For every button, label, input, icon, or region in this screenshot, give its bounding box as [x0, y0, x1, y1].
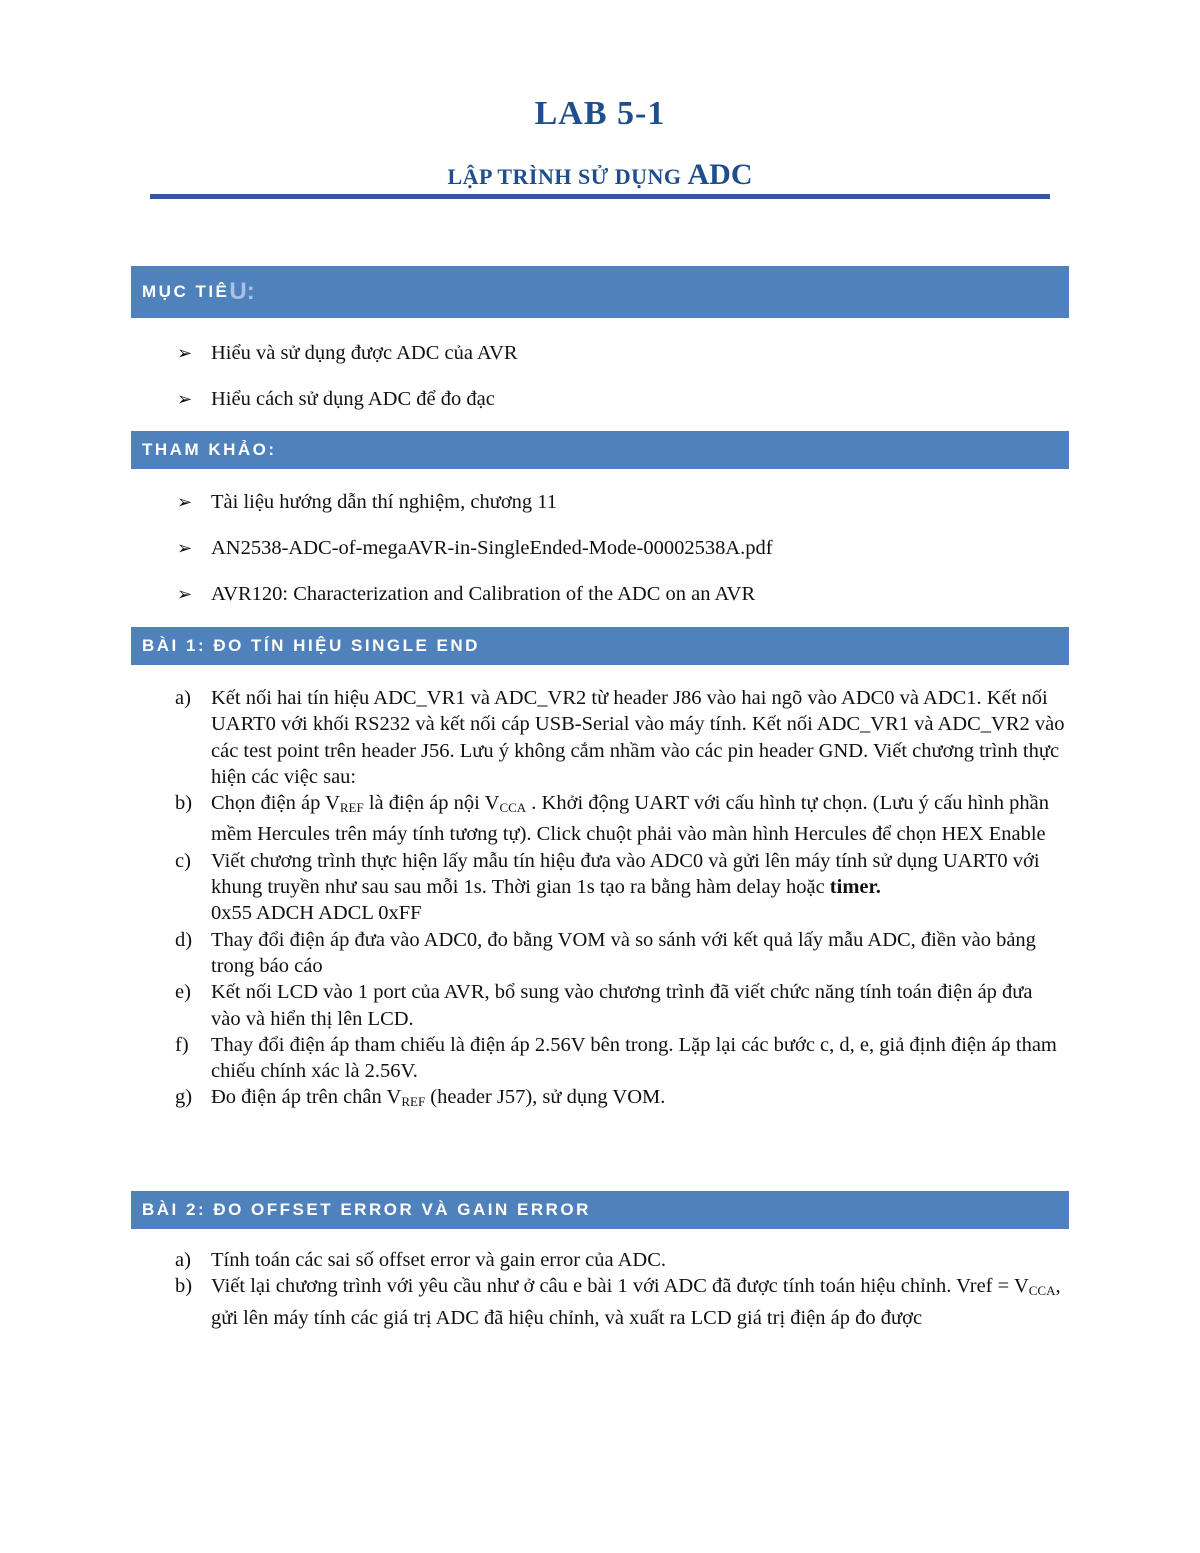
step-text: Thay đổi điện áp đưa vào ADC0, đo bằng VOM và so sánh với kết quả lấy mẫu ADC, điền vào bảng trong báo cáo: [211, 928, 1036, 977]
section-heading-lab1: [131, 627, 1069, 665]
arrow-bullet-icon: ➢: [177, 537, 193, 559]
subtitle-main: LẬP TRÌNH SỬ DỤNG: [447, 164, 682, 189]
step-item: [175, 927, 1065, 980]
step-item: [175, 685, 1065, 790]
step-label: c): [175, 849, 191, 872]
step-text: Tính toán các sai số offset error và gain error của ADC.: [211, 1249, 667, 1271]
list-item: [177, 376, 518, 422]
step-label: f): [175, 1033, 189, 1056]
step-text: [211, 848, 1065, 927]
step-text: Thay đổi điện áp tham chiếu là điện áp 2.56V bên trong. Lặp lại các bước c, d, e, giả định điện áp tham chiếu chính xác là 2.56V.: [211, 1033, 1057, 1083]
step-label: a): [175, 687, 191, 709]
title-divider: [150, 194, 1050, 199]
list-item-text: Tài liệu hướng dẫn thí nghiệm, chương 11: [211, 490, 558, 513]
arrow-bullet-icon: ➢: [177, 388, 193, 410]
lab1-steps: [175, 685, 1065, 1116]
step-text-part: , gửi lên máy tính các giá trị ADC đã hiệu chỉnh, và xuất ra LCD giá trị điện áp đo được: [211, 1275, 1061, 1329]
step-label: d): [175, 928, 193, 951]
step-item: [175, 1273, 1065, 1331]
list-item: [177, 330, 518, 376]
step-text-part: Viết chương trình thực hiện lấy mẫu tín hiệu đưa vào ADC0 và gửi lên máy tính sử dụng UART0 với khung truyền như sau sau mỗi 1s. Thời gian 1s tạo ra bằng hàm delay hoặc: [211, 849, 1040, 899]
subscript: REF: [339, 800, 364, 816]
list-item-text: AN2538-ADC-of-megaAVR-in-SingleEnded-Mode-00002538A.pdf: [211, 536, 773, 559]
references-heading: THAM KHẢO:: [142, 440, 277, 459]
subscript: CCA: [499, 800, 527, 816]
list-item-text: AVR120: Characterization and Calibration of the ADC on an AVR: [211, 582, 756, 605]
list-item-text: Hiểu và sử dụng được ADC của AVR: [211, 341, 518, 364]
step-text-part: Viết lại chương trình với yêu cầu như ở câu e bài 1 với ADC đã được tính toán hiệu chỉnh. Vref = V: [211, 1275, 1029, 1298]
step-text-part: . Khởi động UART với cấu hình tự chọn. (Lưu ý cấu hình phần mềm Hercules trên máy tính tương tự). Click chuột phải vào màn hình Hercules để chọn HEX Enable: [211, 792, 1050, 846]
objectives-heading-tail: U:: [229, 278, 255, 305]
subscript: CCA: [1028, 1283, 1056, 1299]
arrow-bullet-icon: ➢: [177, 342, 193, 364]
step-text-part: Chọn điện áp V: [211, 792, 340, 815]
lab1-heading: BÀI 1: ĐO TÍN HIỆU SINGLE END: [142, 636, 480, 655]
page-subtitle: [0, 158, 1200, 192]
step-text-bold: timer.: [829, 876, 881, 899]
step-text: [211, 790, 1065, 848]
step-item: [175, 848, 1065, 927]
step-label: b): [175, 1275, 193, 1298]
page-title: LAB 5-1: [534, 95, 666, 132]
objectives-heading: MỤC TIÊ: [142, 282, 230, 301]
subscript: REF: [401, 1094, 426, 1110]
arrow-bullet-icon: ➢: [177, 583, 193, 605]
section-heading-references: [131, 431, 1069, 469]
step-text-part: Đo điện áp trên chân V: [211, 1086, 402, 1109]
section-heading-objectives: [131, 266, 1069, 318]
step-label: e): [175, 981, 191, 1004]
step-label: a): [175, 1249, 191, 1271]
objectives-list: [177, 330, 518, 422]
step-text: Kết nối hai tín hiệu ADC_VR1 và ADC_VR2 từ header J86 vào hai ngõ vào ADC0 và ADC1. Kết nối UART0 với khối RS232 và kết nối cáp USB-Serial vào máy tính. Kết nối ADC_VR1 và ADC_VR2 vào các test point trên header J56. Lưu ý không cắm nhầm vào các pin header GND. Viết chương trình thực hiện các việc sau:: [211, 687, 1065, 788]
step-text: Kết nối LCD vào 1 port của AVR, bổ sung vào chương trình đã viết chức năng tính toán điện áp đưa vào và hiển thị lên LCD.: [211, 981, 1033, 1030]
step-label: b): [175, 792, 193, 815]
step-item: [175, 1247, 1065, 1273]
arrow-bullet-icon: ➢: [177, 491, 193, 513]
lab2-heading: BÀI 2: ĐO OFFSET ERROR VÀ GAIN ERROR: [142, 1200, 591, 1219]
lab2-steps: [175, 1247, 1065, 1331]
list-item: [177, 525, 773, 571]
frame-format: 0x55 ADCH ADCL 0xFF: [211, 902, 422, 925]
section-heading-lab2: [131, 1191, 1069, 1229]
step-text-part: là điện áp nội V: [363, 792, 500, 815]
references-list: [177, 479, 773, 617]
step-text: [211, 1273, 1065, 1331]
step-item: [175, 1084, 1065, 1115]
list-item: [177, 479, 773, 525]
step-item: [175, 979, 1065, 1032]
step-text-part: (header J57), sử dụng VOM.: [425, 1086, 666, 1109]
list-item-text: Hiểu cách sử dụng ADC để đo đạc: [211, 387, 495, 410]
step-item: [175, 1032, 1065, 1085]
step-label: g): [175, 1086, 193, 1109]
step-item: [175, 790, 1065, 848]
subtitle-tail: ADC: [687, 158, 753, 191]
list-item: [177, 571, 773, 617]
step-text: [211, 1084, 1065, 1115]
